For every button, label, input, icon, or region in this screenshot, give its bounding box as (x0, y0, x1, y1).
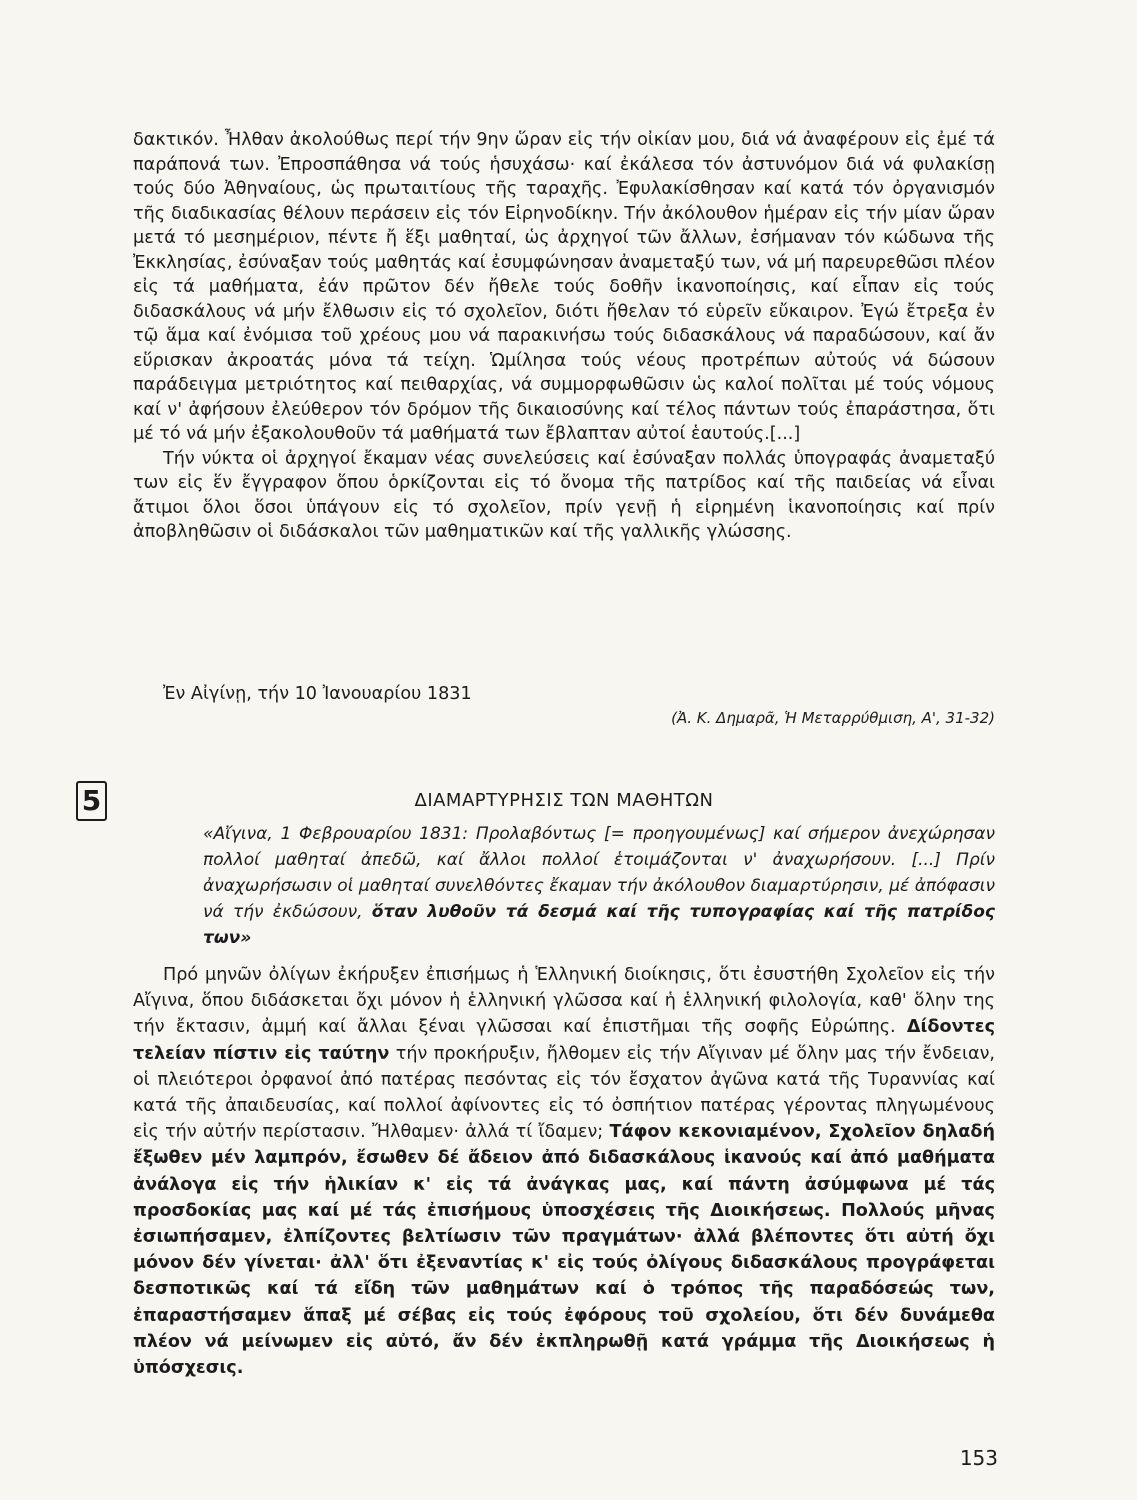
letter-place-date: Ἐν Αἰγίνῃ, τήν 10 Ἰανουαρίου 1831 (163, 684, 472, 704)
protest-text-a: Πρό μηνῶν ὀλίγων ἐκήρυξεν ἐπισήμως ἡ Ἑλληνική διοίκησις, ὅτι ἐσυστήθη Σχολεῖον εἰς τήν Αἴγινα, ὅπου διδάσκεται ὄχι μόνον ἡ ἑλληνική γλῶσσα καί ἡ ἑλληνική φιλολογία, καθ' ὅλην της τήν ἔκτασιν, ἀμμή καί ἄλλαι ξέναι γλῶσσαι καί ἐπιστῆμαι τῆς σοφῆς Εὐρώπης. (133, 965, 995, 1038)
letter-paragraph-1: δακτικόν. Ἦλθαν ἀκολούθως περί τήν 9ην ὥραν εἰς τήν οἰκίαν μου, διά νά ἀναφέρουν εἰς ἐμέ τά παράπονά των. Ἐπροσπάθησα νά τούς ἡσυχάσω· καί ἐκάλεσα τόν ἀστυνόμον διά νά φυλακίσῃ τούς δύο Ἀθηναίους, ὡς πρωταιτίους τῆς ταραχῆς. Ἐφυλακίσθησαν καί κατά τόν ὀργανισμόν τῆς διαδικασίας θέλουν περάσειν εἰς τόν Εἰρηνοδίκην. Τήν ἀκόλουθον ἡμέραν εἰς τήν μίαν ὥραν μετά τό μεσημέριον, πέντε ἤ ἕξι μαθηταί, ὡς ἀρχηγοί τῶν ἄλλων, ἐσήμαναν τόν κώδωνα τῆς Ἐκκλησίας, ἐσύναξαν τούς μαθητάς καί ἐσυμφώνησαν ἀναμεταξύ των, νά μή παρευρεθῶσι πλέον εἰς τά μαθήματα, ἐάν πρῶτον δέν ἤθελε τούς δοθῆν ἱκανοποίησις, καί εἶπαν εἰς τούς διδασκάλους νά μήν ἔλθωσιν εἰς τό σχολεῖον, διότι ἤθελαν τό εὑρεῖν εὔκαιρον. Ἐγώ ἔτρεξα ἐν τῷ ἅμα καί ἐνόμισα τοῦ χρέους μου νά παρακινήσω τούς διδασκάλους νά παραδώσουν, καί ἄν εὕρισκαν ἀκροατάς μόνα τά τείχη. Ὡμίλησα τούς νέους προτρέπων αὐτούς νά δώσουν παράδειγμα μετριότητος καί πειθαρχίας, νά συμμορφωθῶσιν ὡς καλοί πολῖται μέ τούς νόμους καί ν' ἀφήσουν ἐλεύθερον τόν δρόμον τῆς δικαιοσύνης καί τέλος πάντων τούς ἐπαράστησα, ὅτι μέ τό νά μήν ἐξακολουθοῦν τά μαθήματά των ἔβλαπταν αὐτοί ἑαυτούς.[...] (133, 130, 995, 444)
protest-quote (203, 821, 995, 951)
protest-bold-b: Δίδοντες τελείαν πίστιν εἰς ταύτην (133, 1017, 996, 1064)
quote-bold-text: ὅταν λυθοῦν τά δεσμά καί τῆς τυπογραφίας καί τῆς πατρίδος των» (203, 902, 995, 948)
letter-body (133, 128, 995, 545)
protest-paragraph (133, 962, 995, 1381)
quote-italic-text: «Αἴγινα, 1 Φεβρουαρίου 1831: Προλαβόντως [= προηγουμένως] καί σήμερον ἀνεχώρησαν πολλοί μαθηταί ἀπεδῶ, καί ἄλλοι πολλοί ἑτοιμάζονται ν' ἀναχωρήσουν. [...] Πρίν ἀναχωρήσωσιν οἱ μαθηταί συνελθόντες ἔκαμαν τήν ἀκόλουθον διαμαρτύρησιν, μέ ἀπόφασιν νά τήν ἐκδώσουν, (203, 824, 995, 922)
letter-citation: (Ἀ. Κ. Δημαρᾶ, Ἡ Μεταρρύθμιση, Α', 31-32) (671, 709, 995, 727)
section-title: ΔΙΑΜΑΡΤΥΡΗΣΙΣ ΤΩΝ ΜΑΘΗΤΩΝ (414, 790, 714, 811)
protest-text-c: τήν προκήρυξιν, ἤλθομεν εἰς τήν Αἴγιναν μέ ὅλην μας τήν ἔνδειαν, οἱ πλειότεροι ὀρφανοί ἀπό πατέρας πεσόντας εἰς τόν ἔσχατον ἀγῶνα κατά τῆς Τυραννίας καί κατά τῆς ἀπαιδευσίας, καί πολλοί ἀφίνοντες εἰς τό ὀσπήτιον πατέρας γέροντας πληγωμένους εἰς τήν αὐτήν περίστασιν. Ἤλθαμεν· ἀλλά τί ἴδαμεν; (133, 1043, 995, 1143)
letter-paragraph-2: Τήν νύκτα οἱ ἀρχηγοί ἔκαμαν νέας συνελεύσεις καί ἐσύναξαν πολλάς ὑπογραφάς ἀναμεταξύ των εἰς ἕν ἔγγραφον ὅπου ὁρκίζονται εἰς τό ὄνομα τῆς πατρίδος καί τῆς παιδείας νά εἶναι ἄτιμοι ὅλοι ὅσοι ὑπάγουν εἰς τό σχολεῖον, πρίν γενῇ ἡ εἰρημένη ἱκανοποίησις καί πρίν ἀποβληθῶσιν οἱ διδάσκαλοι τῶν μαθηματικῶν καί τῆς γαλλικῆς γλώσσης. (133, 448, 995, 542)
protest-body (133, 962, 995, 1381)
page-number: 153 (959, 1446, 998, 1470)
protest-bold-d: Τάφον κεκονιαμένον, Σχολεῖον δηλαδή ἔξωθεν μέν λαμπρόν, ἔσωθεν δέ ἄδειον ἀπό διδασκάλους ἱκανούς καί ἀπό μαθήματα ἀνάλογα εἰς τήν ἡλικίαν κ' εἰς τά ἀνάγκας μας, καί πάντη ἀσύμφωνα μέ τάς προσδοκίας μας καί μέ τάς ἐπισήμους ὑποσχέσεις τῆς Διοικήσεως. Πολλούς μῆνας ἐσιωπήσαμεν, ἐλπίζοντες βελτίωσιν τῶν πραγμάτων· ἀλλά βλέποντες ὅτι αὐτή ὄχι μόνον δέν γίνεται· ἀλλ' ὅτι ἐξεναντίας κ' εἰς τούς ὀλίγους διδασκάλους προγράφεται δεσποτικῶς καί τά εἴδη τῶν μαθημάτων καί ὁ τρόπος τῆς παραδόσεώς των, ἐπαραστήσαμεν ἅπαξ μέ σέβας εἰς τούς ἐφόρους τοῦ σχολείου, ὅτι δέν δυνάμεθα πλέον νά μείνωμεν εἰς αὐτό, ἄν δέν ἐκπληρωθῇ κατά γράμμα τῆς Διοικήσεως ἡ ὑπόσχεσις. (133, 1122, 995, 1379)
section-number-box: 5 (76, 781, 107, 821)
